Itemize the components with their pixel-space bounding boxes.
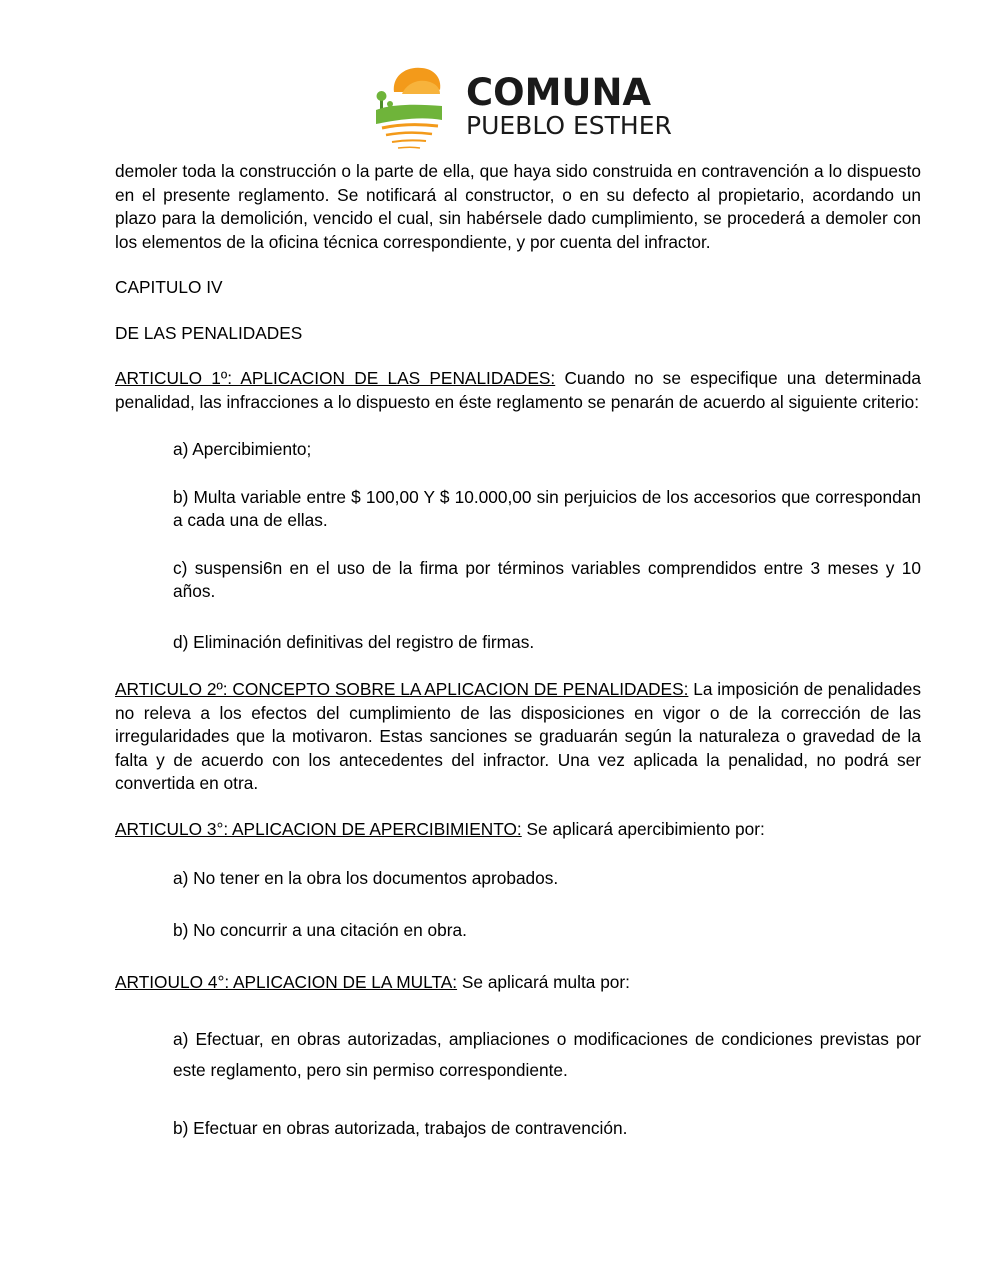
- logo-wordmark: [466, 71, 672, 140]
- intro-paragraph: demoler toda la construcción o la parte de ella, que haya sido construida en contravención a lo dispuesto en el presente reglamento. Se notificará al constructor, o en su defecto al propietario, acordando un plazo para la demolición, vencido el cual, sin habérsele dado cumplimiento, se procederá a demoler con los elementos de la oficina técnica correspondiente, y por cuenta del infractor.: [115, 161, 921, 252]
- article-1-heading: ARTICULO 1º: APLICACION DE LAS PENALIDADES:: [115, 368, 556, 388]
- document-body: [115, 160, 921, 1140]
- list-item: a) Apercibimiento;: [173, 439, 312, 459]
- list-item: b) Efectuar en obras autorizada, trabajos de contravención.: [173, 1117, 628, 1138]
- article-3-text: Se aplicará apercibimiento por:: [521, 818, 765, 839]
- article-4-heading: ARTIOULO 4°: APLICACION DE LA MULTA:: [115, 972, 458, 992]
- list-item: a) Efectuar, en obras autorizadas, ampliaciones o modificaciones de condiciones previstas por este reglamento, pero sin permiso correspondiente.: [173, 1028, 921, 1080]
- list-item: d) Eliminación definitivas del registro de firmas.: [173, 631, 535, 652]
- list-item: b) No concurrir a una citación en obra.: [173, 919, 467, 940]
- header-logo: [372, 64, 672, 154]
- article-4-text: Se aplicará multa por:: [457, 972, 630, 992]
- list-item: b) Multa variable entre $ 100,00 Y $ 10.000,00 sin perjuicios de los accesorios que correspondan a cada una de ellas.: [173, 486, 921, 530]
- logo-line1: COMUNA: [466, 71, 652, 114]
- article-4: [115, 971, 921, 995]
- logo-line2: PUEBLO ESTHER: [466, 111, 672, 140]
- article-1-text: Cuando no se especifique una determinada penalidad, las infracciones a lo dispuesto en éste reglamento se penarán de acuerdo al siguiente criterio:: [115, 368, 921, 412]
- list-item: a) No tener en la obra los documentos aprobados.: [173, 868, 559, 888]
- article-2-text: La imposición de penalidades no releva a los efectos del cumplimiento de las disposiciones en vigor o de la corrección de las irregularidades que la motivaron. Estas sanciones se graduarán según la naturaleza o gravedad de la falta y de acuerdo con los antecedentes del infractor. Una vez aplicada la penalidad, no podrá ser convertida en otra.: [115, 679, 921, 793]
- chapter-title: DE LAS PENALIDADES: [115, 322, 303, 343]
- list-item: c) suspensi6n en el uso de la firma por términos variables comprendidos entre 3 meses y 10 años.: [173, 557, 921, 601]
- comuna-logo-icon: [372, 64, 462, 154]
- article-2: [115, 678, 921, 796]
- article-1: [115, 367, 921, 414]
- article-2-heading: ARTICULO 2º: CONCEPTO SOBRE LA APLICACION DE PENALIDADES:: [115, 679, 689, 699]
- chapter-number: CAPITULO IV: [115, 277, 223, 297]
- article-3: [115, 818, 921, 842]
- article-3-heading: ARTICULO 3°: APLICACION DE APERCIBIMIENTO:: [115, 818, 522, 839]
